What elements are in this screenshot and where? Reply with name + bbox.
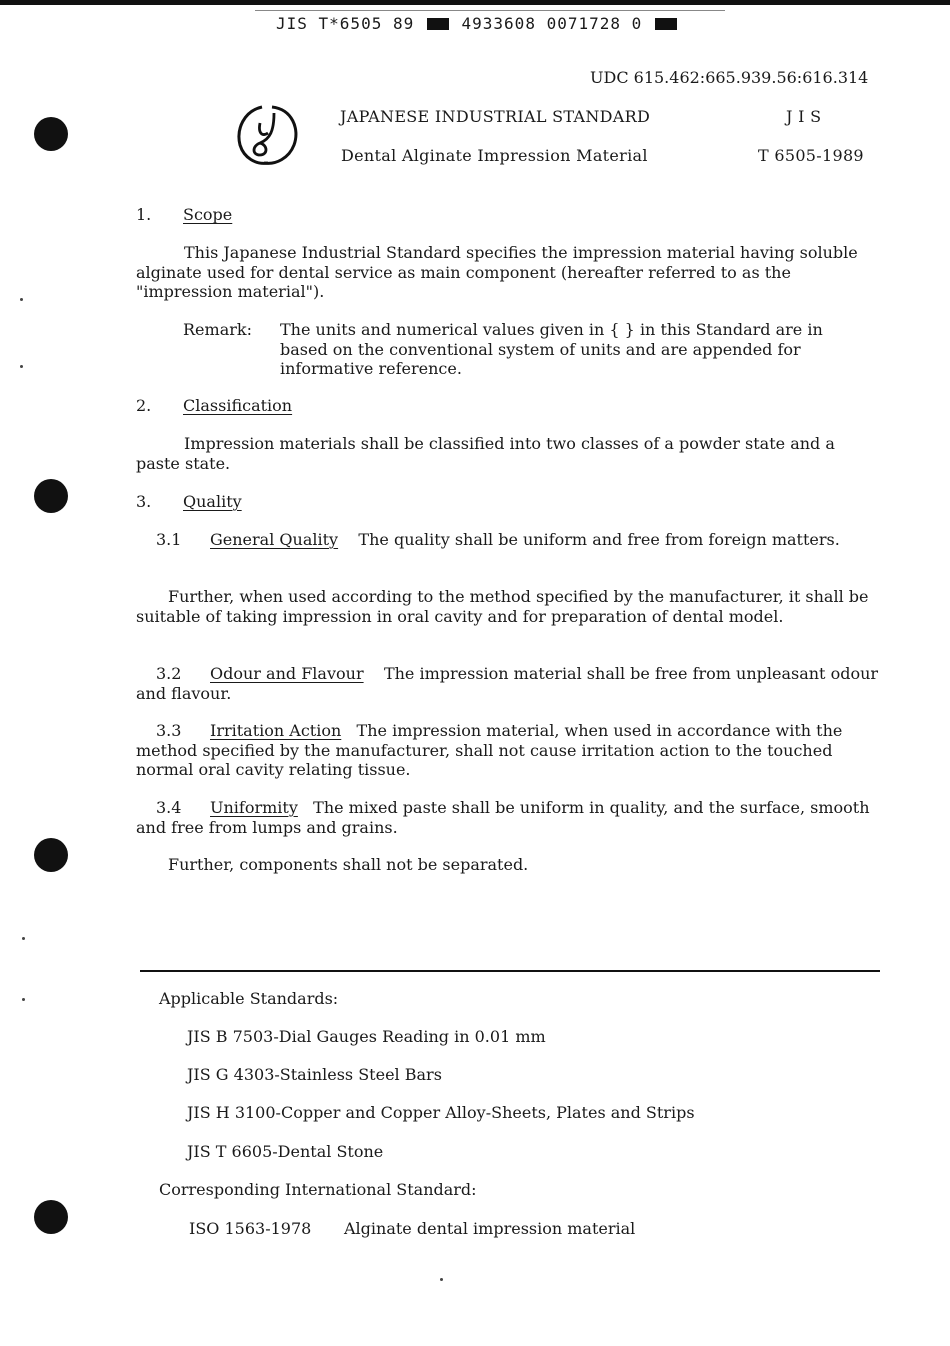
clause-text: The quality shall be uniform and free from foreign matters. — [358, 530, 840, 549]
applicable-standard-item: JIS H 3100-Copper and Copper Alloy-Sheets, Plates and Strips — [187, 1103, 695, 1122]
section-title: Scope — [183, 205, 233, 224]
clause-3-1 — [136, 530, 881, 550]
remark-label: Remark: — [183, 320, 252, 339]
clause-3-4-further: Further, components shall not be separated. — [168, 855, 529, 874]
section-3-heading — [136, 492, 242, 511]
section-title: Classification — [183, 396, 293, 415]
section-number: 1. — [136, 205, 152, 224]
section-1-heading — [136, 205, 232, 224]
speck — [20, 365, 23, 368]
clause-number: 3.3 — [156, 721, 182, 740]
speck — [20, 298, 23, 301]
clause-3-2 — [136, 664, 881, 703]
section-number: 2. — [136, 396, 152, 415]
header-code-middle: 4933608 0071728 0 — [461, 14, 643, 33]
section-2-heading — [136, 396, 292, 415]
clause-3-1-further: Further, when used according to the method specified by the manufacturer, it shall be suitable of taking impression in oral cavity and for preparation of dental model. — [136, 587, 869, 626]
clause-title: Odour and Flavour — [210, 664, 364, 683]
corresponding-standard-heading: Corresponding International Standard: — [159, 1180, 477, 1199]
clause-number: 3.4 — [156, 798, 182, 817]
punch-hole — [34, 479, 68, 513]
document-title: Dental Alginate Impression Material — [341, 146, 648, 165]
clause-number: 3.2 — [156, 664, 182, 683]
applicable-standard-item: JIS B 7503-Dial Gauges Reading in 0.01 mm — [187, 1027, 546, 1046]
iso-number: ISO 1563-1978 — [189, 1219, 312, 1238]
clause-3-3 — [136, 721, 881, 780]
scope-paragraph: This Japanese Industrial Standard specifies the impression material having soluble alginate used for dental service as main component (hereafter referred to as the "impression material"). — [136, 243, 858, 301]
speck — [440, 1278, 443, 1281]
section-number: 3. — [136, 492, 152, 511]
header-code-left: JIS T*6505 89 — [276, 14, 415, 33]
jis-label: J I S — [786, 107, 822, 126]
punch-hole — [34, 838, 68, 872]
black-bar-mark — [655, 18, 677, 30]
clause-text: The impression material shall be free from unpleasant odour and flavour. — [136, 664, 879, 703]
iso-title: Alginate dental impression material — [344, 1219, 636, 1238]
punch-hole — [34, 1200, 68, 1234]
black-bar-mark — [427, 18, 449, 30]
standard-name: JAPANESE INDUSTRIAL STANDARD — [340, 107, 651, 126]
udc-number: UDC 615.462:665.939.56:616.314 — [590, 68, 869, 87]
section-title: Quality — [183, 492, 242, 511]
top-rule — [255, 10, 725, 11]
applicable-standards-heading: Applicable Standards: — [159, 989, 339, 1008]
clause-title: Uniformity — [210, 798, 298, 817]
footnote-divider — [140, 970, 880, 972]
clause-3-4 — [136, 798, 881, 837]
top-border — [0, 0, 950, 5]
speck — [22, 998, 25, 1001]
classification-paragraph: Impression materials shall be classified into two classes of a powder state and a paste state. — [136, 434, 835, 473]
clause-title: Irritation Action — [210, 721, 342, 740]
standard-number: T 6505-1989 — [758, 146, 864, 165]
header-code — [276, 14, 679, 33]
applicable-standard-item: JIS G 4303-Stainless Steel Bars — [187, 1065, 442, 1084]
jis-logo-icon — [234, 103, 300, 169]
speck — [22, 937, 25, 940]
applicable-standard-item: JIS T 6605-Dental Stone — [187, 1142, 384, 1161]
clause-title: General Quality — [210, 530, 339, 549]
clause-text: The mixed paste shall be uniform in quality, and the surface, smooth and free from lumps and grains. — [136, 798, 870, 837]
clause-text: The impression material, when used in accordance with the method specified by the manufacturer, shall not cause irritation action to the touched normal oral cavity relating tissue. — [136, 721, 843, 779]
punch-hole — [34, 117, 68, 151]
remark-text: The units and numerical values given in { } in this Standard are in based on the conventional system of units and are appended for informative reference. — [280, 320, 823, 378]
clause-number: 3.1 — [156, 530, 182, 549]
